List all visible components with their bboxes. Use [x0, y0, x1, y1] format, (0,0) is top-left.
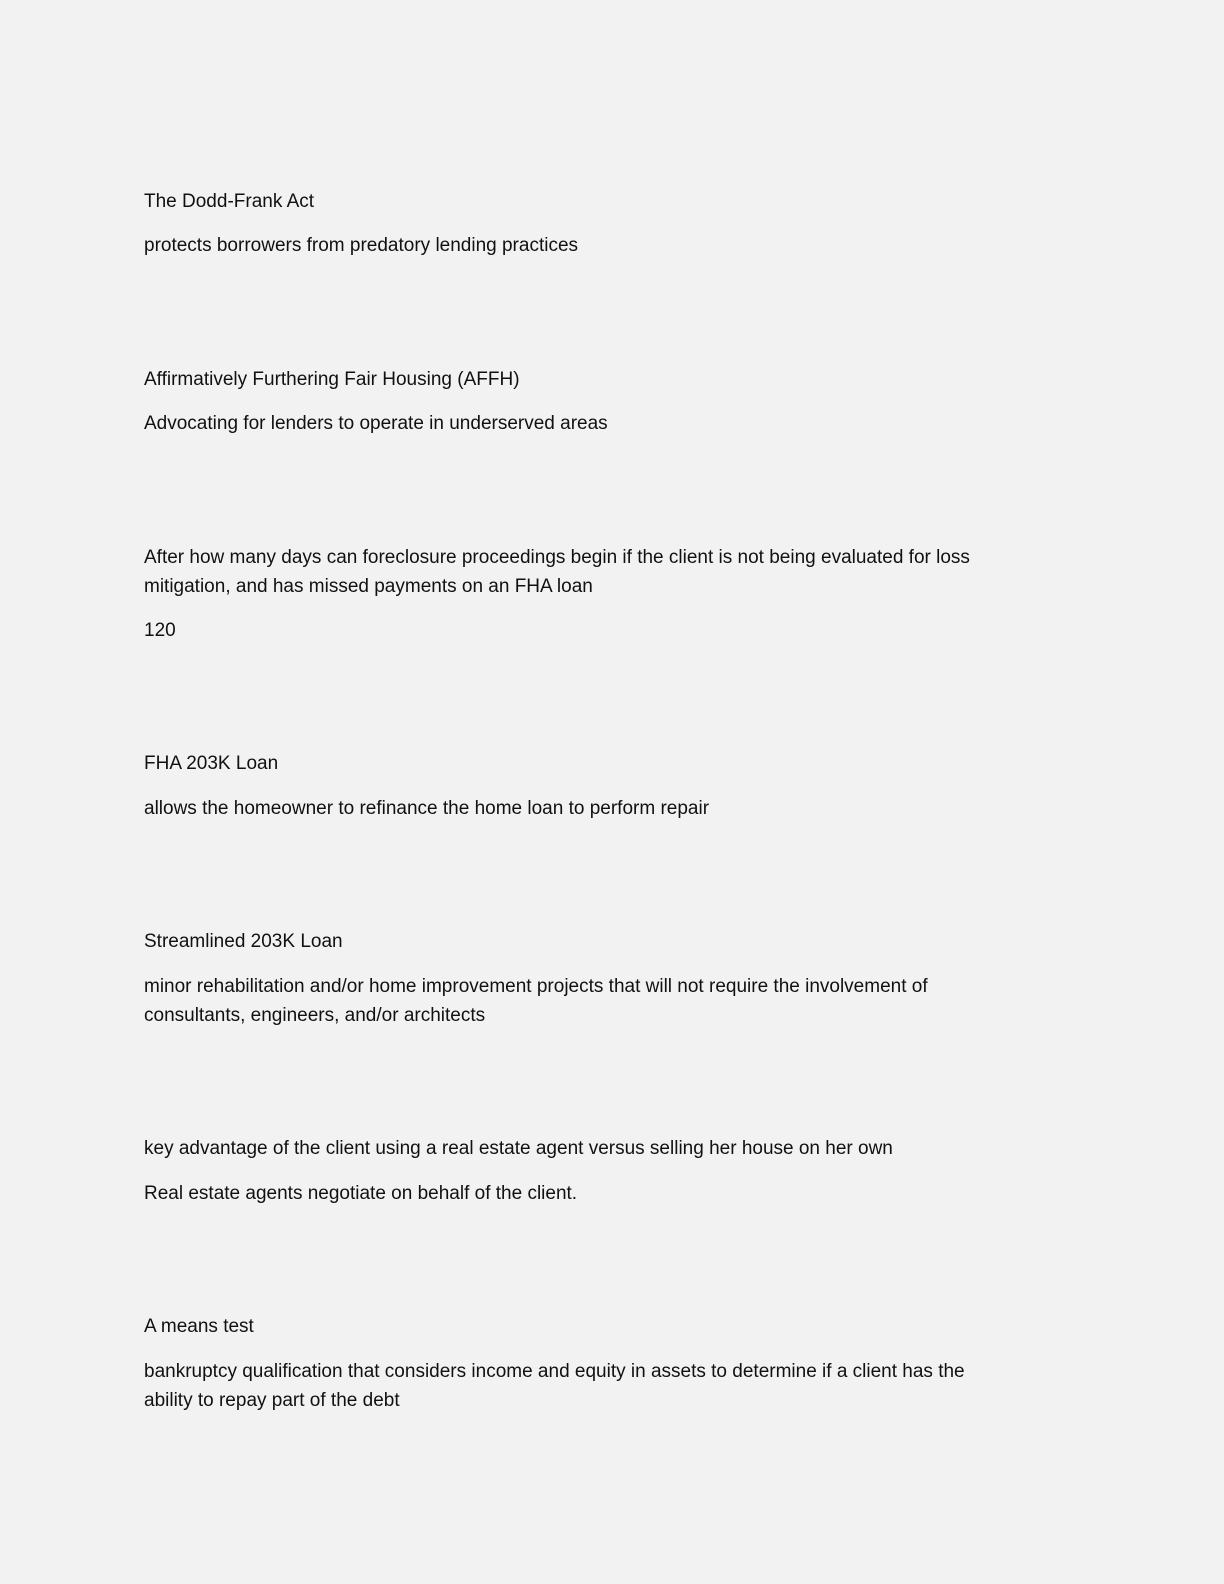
card-4-definition: allows the homeowner to refinance the home loan to perform repair	[144, 798, 710, 819]
card-3-term-line-2: mitigation, and has missed payments on an FHA loan	[144, 576, 593, 597]
card-7-term: A means test	[144, 1316, 254, 1337]
card-5-term: Streamlined 203K Loan	[144, 931, 343, 952]
card-5-definition-line-2: consultants, engineers, and/or architects	[144, 1005, 486, 1026]
card-5-definition-line-1: minor rehabilitation and/or home improvement projects that will not require the involvement of	[144, 976, 928, 997]
card-3-term-line-1: After how many days can foreclosure proceedings begin if the client is not being evaluated for loss	[144, 547, 970, 568]
card-7-definition-line-1: bankruptcy qualification that considers income and equity in assets to determine if a client has the	[144, 1361, 965, 1382]
card-1-term: The Dodd-Frank Act	[144, 191, 315, 212]
card-4-term: FHA 203K Loan	[144, 753, 279, 774]
card-6-term: key advantage of the client using a real estate agent versus selling her house on her own	[144, 1138, 893, 1159]
card-7-definition-line-2: ability to repay part of the debt	[144, 1390, 400, 1411]
card-2-definition: Advocating for lenders to operate in underserved areas	[144, 413, 608, 434]
card-6-definition: Real estate agents negotiate on behalf of the client.	[144, 1183, 578, 1204]
card-3-definition: 120	[144, 620, 176, 641]
card-2-term: Affirmatively Furthering Fair Housing (AFFH)	[144, 369, 520, 390]
card-1-definition: protects borrowers from predatory lending practices	[144, 235, 579, 256]
